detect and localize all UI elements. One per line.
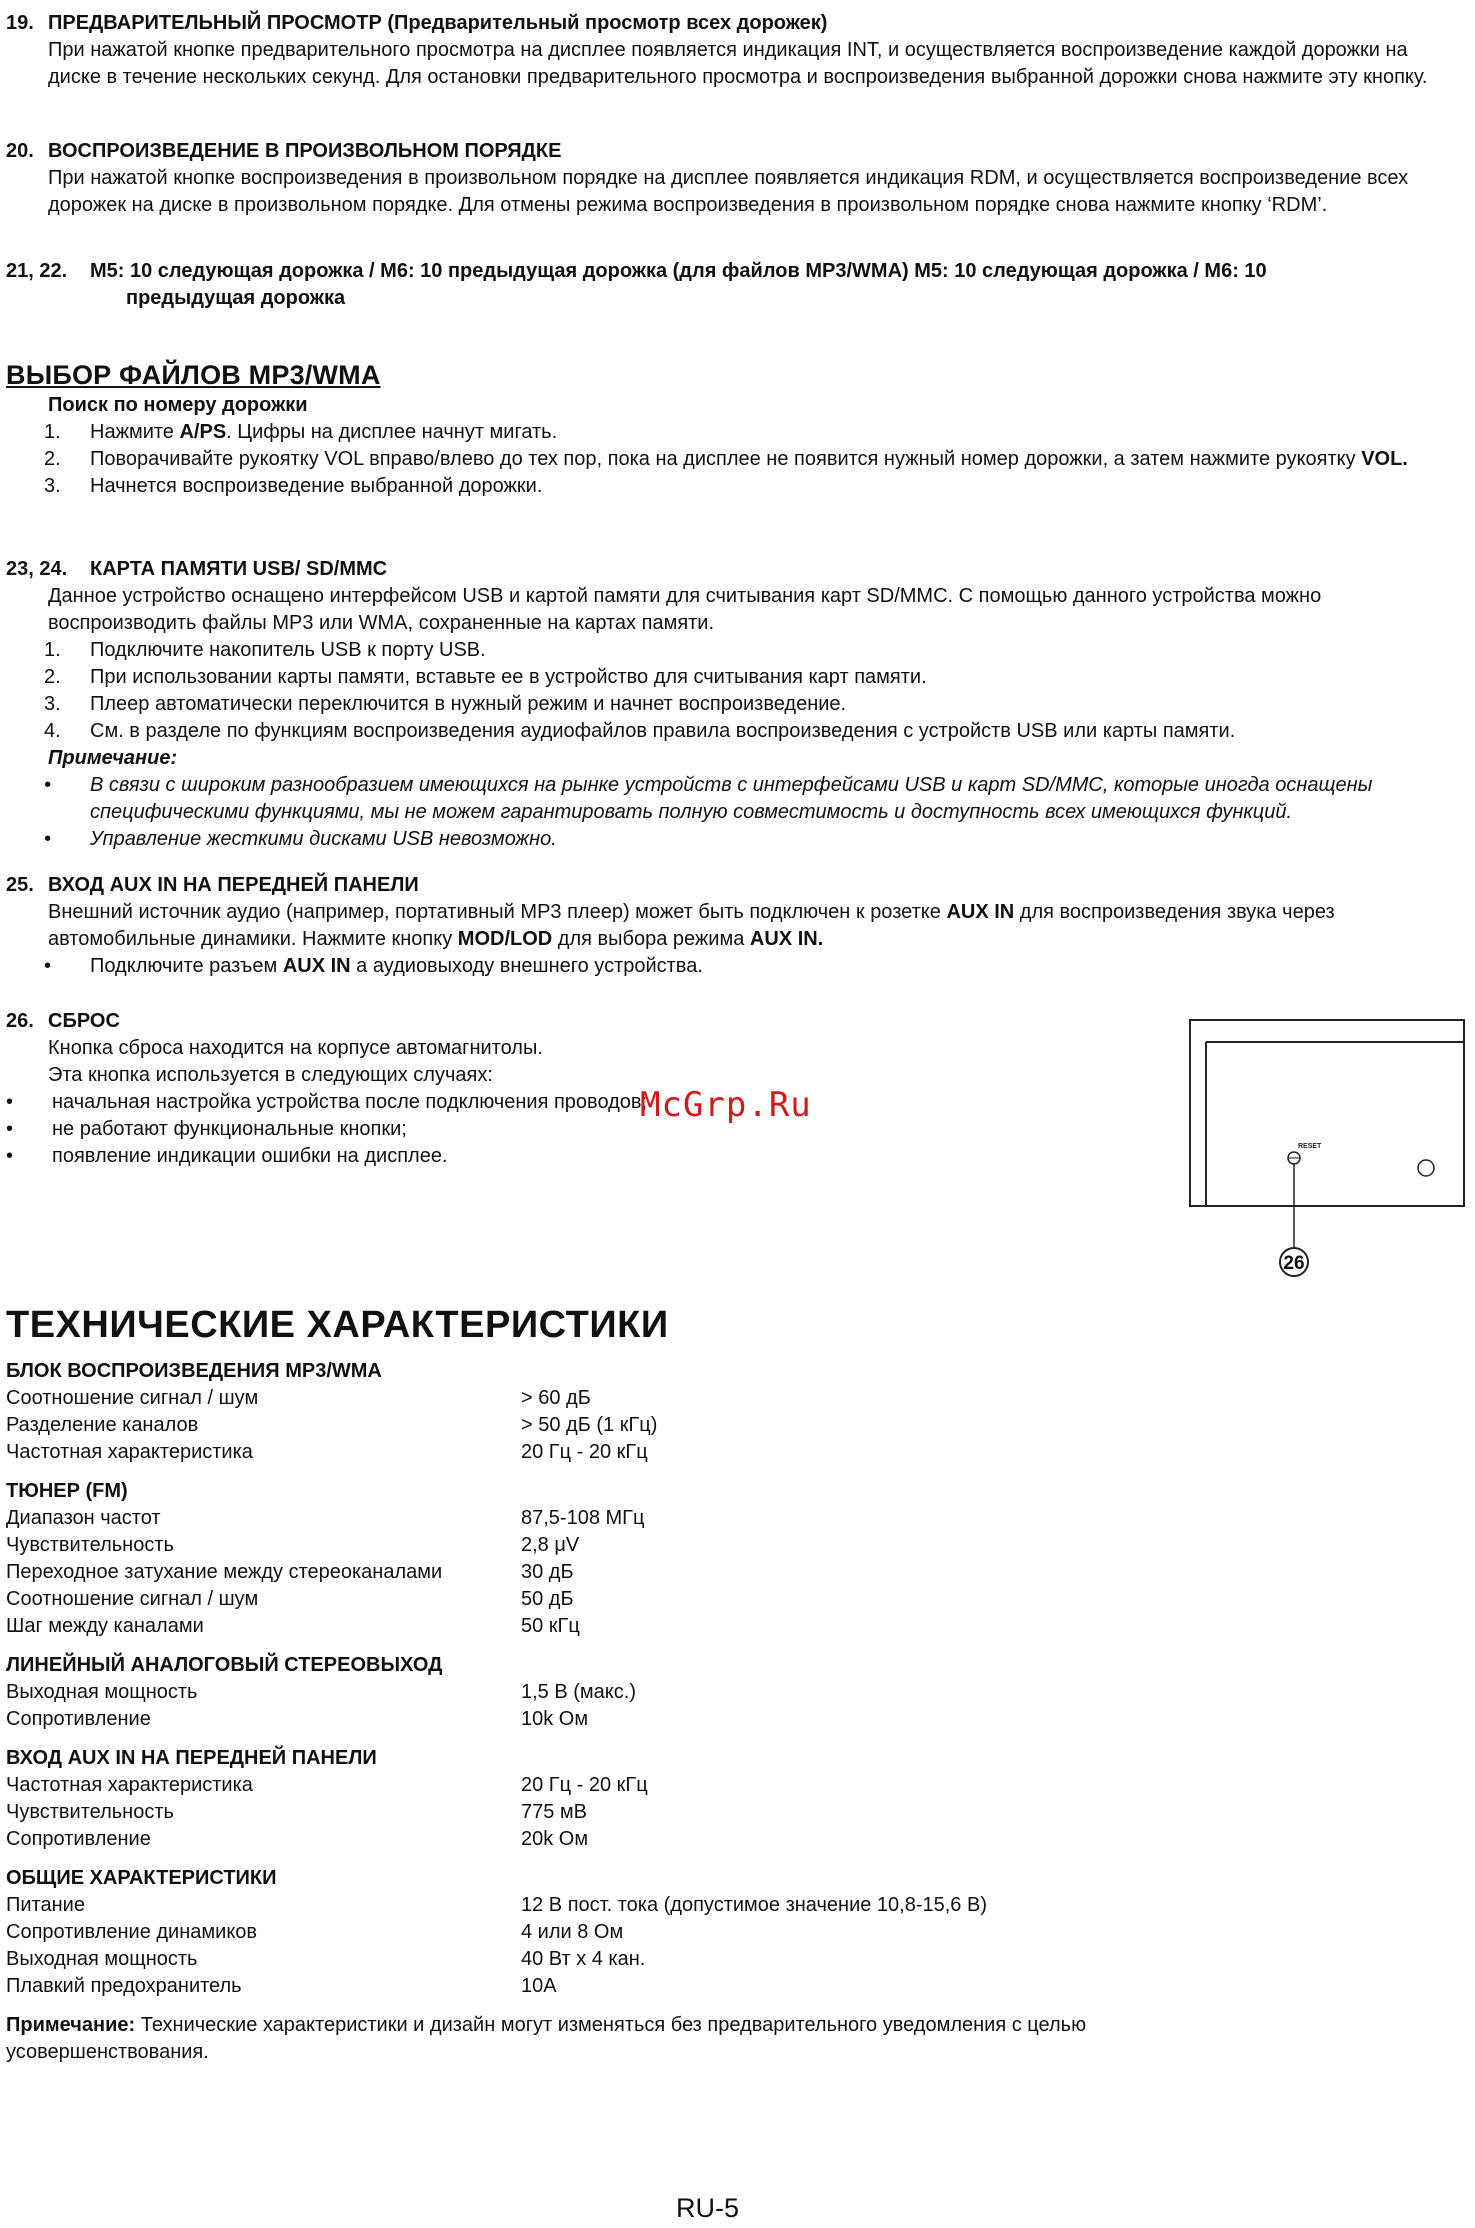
spec-group-title: ВХОД AUX IN НА ПЕРЕДНЕЙ ПАНЕЛИ — [6, 1747, 377, 1769]
bullet: • — [6, 1118, 14, 1140]
spec-group-title: ТЮНЕР (FM) — [6, 1480, 128, 1502]
item-text: Начнется воспроизведение выбранной дорожки. — [90, 475, 543, 497]
item-number: 3. — [44, 475, 61, 497]
section-heading: ВЫБОР ФАЙЛОВ MP3/WMA — [6, 360, 381, 390]
section-25 — [6, 872, 1446, 980]
bullet-list — [6, 1085, 1006, 1170]
numbered-list — [6, 637, 1446, 745]
spec-value: 50 дБ — [521, 1588, 574, 1610]
spec-key: Соотношение сигнал / шум — [6, 1588, 259, 1610]
spec-row — [6, 1439, 1446, 1466]
section-text-line1: Кнопка сброса находится на корпусе автомагнитолы. — [48, 1037, 543, 1059]
section-26 — [6, 1008, 1006, 1170]
spec-key: Плавкий предохранитель — [6, 1975, 242, 1997]
item-text: См. в разделе по функциям воспроизведения аудиофайлов правила воспроизведения с устройств USB или карты памяти. — [90, 720, 1236, 742]
spec-key: Переходное затухание между стереоканалами — [6, 1561, 443, 1583]
note-text: Управление жесткими дисками USB невозможно. — [90, 828, 557, 850]
spec-row — [6, 1826, 1446, 1853]
spec-row — [6, 1586, 1446, 1613]
spec-group — [6, 1358, 1446, 1466]
spec-group — [6, 1478, 1446, 1640]
spec-row — [6, 1679, 1446, 1706]
note-list — [6, 772, 1446, 853]
mp3-selection-section — [6, 358, 1446, 500]
section-title: КАРТА ПАМЯТИ USB/ SD/MMC — [90, 558, 388, 580]
spec-value: > 60 дБ — [521, 1387, 591, 1409]
spec-value: 40 Вт x 4 кан. — [521, 1948, 646, 1970]
bullet: • — [44, 828, 52, 850]
section-text: При нажатой кнопке воспроизведения в произвольном порядке на дисплее появляется индикация RDM, и осуществляется воспроизведение всех дорожек на диске в произвольном порядке. Для отмены режима воспроизведения в произвольном порядке снова нажмите кнопку ‘RDM’. — [48, 167, 1409, 216]
spec-key: Сопротивление — [6, 1828, 151, 1850]
specs-section — [6, 1302, 1446, 2066]
list-item — [44, 419, 1446, 446]
spec-key: Выходная мощность — [6, 1948, 198, 1970]
reset-label: RESET — [1298, 1143, 1322, 1150]
knob-icon — [1418, 1160, 1434, 1176]
spec-groups — [6, 1358, 1446, 2000]
numbered-list — [6, 419, 1446, 500]
note-label: Примечание: — [48, 747, 178, 769]
item-number: 1. — [44, 639, 61, 661]
spec-value: 20k Ом — [521, 1828, 589, 1850]
section-title: СБРОС — [48, 1010, 120, 1032]
specs-note — [6, 2012, 1226, 2066]
item-number: 2. — [44, 666, 61, 688]
spec-value: 775 мВ — [521, 1801, 588, 1823]
text-emphasis: MOD/LOD — [457, 928, 553, 950]
spec-key: Сопротивление — [6, 1708, 151, 1730]
section-19 — [6, 10, 1446, 91]
section-number: 21, 22. — [6, 260, 68, 282]
spec-value: 12 В пост. тока (допустимое значение 10,8-15,6 В) — [521, 1894, 987, 1916]
spec-key: Чувствительность — [6, 1534, 174, 1556]
spec-group — [6, 1652, 1446, 1733]
spec-key: Питание — [6, 1894, 85, 1916]
spec-value: 50 кГц — [521, 1615, 580, 1637]
bullet: • — [44, 955, 52, 977]
spec-value: 2,8 μV — [521, 1534, 580, 1556]
list-item — [44, 691, 1446, 718]
note-item — [44, 826, 1446, 853]
spec-row — [6, 1799, 1446, 1826]
note-text: В связи с широким разнообразием имеющихся на рынке устройств с интерфейсами USB и карт SD/MMC, которые иногда оснащены специфическими функциями, мы не можем гарантировать полную совместимость и доступность всех имеющихся функций. — [90, 774, 1373, 823]
spec-value: > 50 дБ (1 кГц) — [521, 1414, 658, 1436]
item-text-tail: а аудиовыходу внешнего устройства. — [350, 955, 703, 977]
spec-row — [6, 1385, 1446, 1412]
section-number: 20. — [6, 140, 34, 162]
spec-key: Выходная мощность — [6, 1681, 198, 1703]
spec-key: Соотношение сигнал / шум — [6, 1387, 259, 1409]
spec-key: Чувствительность — [6, 1801, 174, 1823]
bullet-item — [44, 953, 1446, 980]
section-20 — [6, 138, 1446, 219]
spec-value: 20 Гц - 20 кГц — [521, 1441, 648, 1463]
item-number: 4. — [44, 720, 61, 742]
section-title-line1: M5: 10 следующая дорожка / M6: 10 предыдущая дорожка (для файлов MP3/WMA) M5: 10 следующая дорожка / M6: 10 — [90, 260, 1267, 282]
subheading: Поиск по номеру дорожки — [48, 394, 308, 416]
spec-group-title: ОБЩИЕ ХАРАКТЕРИСТИКИ — [6, 1867, 277, 1889]
bullet-item — [6, 1089, 1006, 1116]
bullet: • — [44, 774, 52, 796]
watermark: McGrp.Ru — [640, 1085, 812, 1125]
spec-value: 30 дБ — [521, 1561, 574, 1583]
section-number: 23, 24. — [6, 558, 68, 580]
section-title-line2: предыдущая дорожка — [126, 287, 346, 309]
item-emphasis: AUX IN — [282, 955, 351, 977]
item-text: Поворачивайте рукоятку VOL вправо/влево до тех пор, пока на дисплее не появится нужный номер дорожки, а затем нажмите рукоятку — [90, 448, 1362, 470]
item-text: начальная настройка устройства после подключения проводов; — [52, 1091, 648, 1113]
item-text-tail: . Цифры на дисплее начнут мигать. — [226, 421, 558, 443]
section-title: ПРЕДВАРИТЕЛЬНЫЙ ПРОСМОТР (Предварительный просмотр всех дорожек) — [48, 12, 828, 34]
item-number: 3. — [44, 693, 61, 715]
spec-group-title: ЛИНЕЙНЫЙ АНАЛОГОВЫЙ СТЕРЕОВЫХОД — [6, 1654, 443, 1676]
reset-button-diagram — [1180, 1018, 1470, 1286]
callout-number: 26 — [1283, 1253, 1305, 1274]
spec-row — [6, 1919, 1446, 1946]
list-item — [44, 446, 1446, 473]
item-text: Нажмите — [90, 421, 180, 443]
spec-key: Разделение каналов — [6, 1414, 199, 1436]
list-item — [44, 637, 1446, 664]
section-text-line2: Эта кнопка используется в следующих случаях: — [48, 1064, 493, 1086]
spec-row — [6, 1706, 1446, 1733]
item-text: появление индикации ошибки на дисплее. — [52, 1145, 448, 1167]
spec-row — [6, 1613, 1446, 1640]
spec-key: Шаг между каналами — [6, 1615, 204, 1637]
panel-outline — [1190, 1020, 1464, 1206]
bullet-item — [6, 1116, 1006, 1143]
text-emphasis: AUX IN. — [749, 928, 824, 950]
list-item — [44, 718, 1446, 745]
section-21-22 — [6, 258, 1446, 312]
item-text: При использовании карты памяти, вставьте ее в устройство для считывания карт памяти. — [90, 666, 927, 688]
list-item — [44, 664, 1446, 691]
bullet-list — [6, 953, 1446, 980]
spec-key: Частотная характеристика — [6, 1774, 253, 1796]
bullet: • — [6, 1145, 14, 1167]
section-23-24 — [6, 556, 1446, 853]
bullet-item — [6, 1143, 1006, 1170]
section-number: 25. — [6, 874, 34, 896]
item-text: не работают функциональные кнопки; — [52, 1118, 407, 1140]
item-emphasis: VOL. — [1361, 448, 1408, 470]
text-emphasis: AUX IN — [946, 901, 1015, 923]
spec-row — [6, 1772, 1446, 1799]
spec-value: 1,5 В (макс.) — [521, 1681, 636, 1703]
text-part: для выбора режима — [552, 928, 750, 950]
section-title: ВОСПРОИЗВЕДЕНИЕ В ПРОИЗВОЛЬНОМ ПОРЯДКЕ — [48, 140, 562, 162]
section-text — [6, 899, 1446, 953]
note-text: Технические характеристики и дизайн могут изменяться без предварительного уведомления с целью усовершенствования. — [6, 2014, 1087, 2063]
spec-key: Частотная характеристика — [6, 1441, 253, 1463]
spec-row — [6, 1505, 1446, 1532]
item-text: Подключите разъем — [90, 955, 283, 977]
spec-value: 10k Ом — [521, 1708, 589, 1730]
spec-value: 20 Гц - 20 кГц — [521, 1774, 648, 1796]
spec-row — [6, 1973, 1446, 2000]
section-intro: Данное устройство оснащено интерфейсом USB и картой памяти для считывания карт SD/MMC. С помощью данного устройства можно воспроизводить файлы MP3 или WMA, сохраненные на картах памяти. — [48, 585, 1322, 634]
section-title: ВХОД AUX IN НА ПЕРЕДНЕЙ ПАНЕЛИ — [48, 874, 419, 896]
spec-row — [6, 1892, 1446, 1919]
spec-key: Сопротивление динамиков — [6, 1921, 258, 1943]
note-item — [44, 772, 1446, 826]
text-part: Внешний источник аудио (например, портативный MP3 плеер) может быть подключен к розетке — [48, 901, 947, 923]
bullet: • — [6, 1091, 14, 1113]
spec-group-title: БЛОК ВОСПРОИЗВЕДЕНИЯ MP3/WMA — [6, 1360, 382, 1382]
spec-row — [6, 1559, 1446, 1586]
text-part: для воспроизведения звука через автомобильные динамики. Нажмите кнопку — [48, 901, 1335, 950]
spec-group — [6, 1745, 1446, 1853]
item-number: 1. — [44, 421, 61, 443]
item-emphasis: A/PS — [179, 421, 227, 443]
spec-value: 87,5-108 МГц — [521, 1507, 645, 1529]
page-number: RU-5 — [676, 2193, 740, 2223]
section-text: При нажатой кнопке предварительного просмотра на дисплее появляется индикация INT, и осуществляется воспроизведение каждой дорожки на диске в течение нескольких секунд. Для остановки предварительного просмотра и воспроизведения выбранной дорожки снова нажмите эту кнопку. — [48, 39, 1428, 88]
spec-row — [6, 1946, 1446, 1973]
item-text: Плеер автоматически переключится в нужный режим и начнет воспроизведение. — [90, 693, 847, 715]
note-label: Примечание: — [6, 2014, 136, 2036]
item-text: Подключите накопитель USB к порту USB. — [90, 639, 486, 661]
section-number: 26. — [6, 1010, 34, 1032]
spec-value: 10А — [521, 1975, 557, 1997]
item-number: 2. — [44, 448, 61, 470]
section-number: 19. — [6, 12, 34, 34]
list-item — [44, 473, 1446, 500]
spec-group — [6, 1865, 1446, 2000]
spec-row — [6, 1412, 1446, 1439]
specs-heading: ТЕХНИЧЕСКИЕ ХАРАКТЕРИСТИКИ — [6, 1304, 669, 1346]
spec-value: 4 или 8 Ом — [521, 1921, 624, 1943]
spec-key: Диапазон частот — [6, 1507, 161, 1529]
panel-inner-edge — [1206, 1042, 1464, 1206]
spec-row — [6, 1532, 1446, 1559]
